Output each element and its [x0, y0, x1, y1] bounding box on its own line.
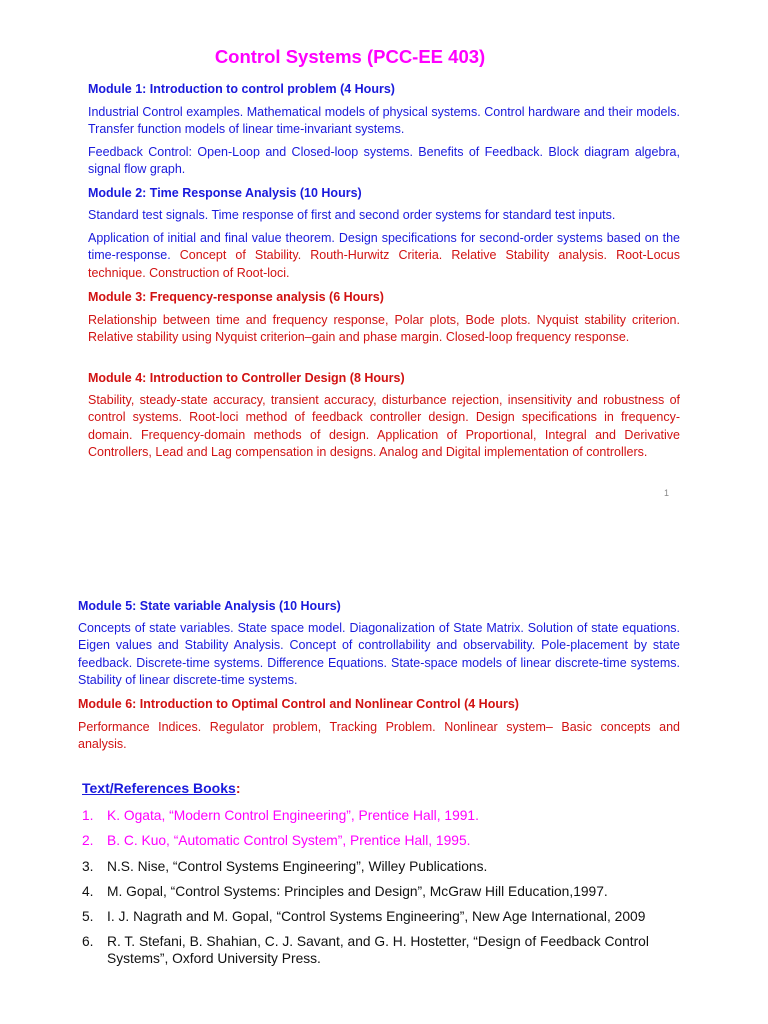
- module-2-heading: Module 2: Time Response Analysis (10 Hours): [88, 186, 362, 200]
- references-colon: :: [235, 780, 241, 796]
- reference-item: [82, 858, 692, 875]
- reference-text: I. J. Nagrath and M. Gopal, “Control Systems Engineering”, New Age International, 2009: [107, 909, 646, 925]
- references-title: Text/References Books: [82, 780, 236, 796]
- module-2-text: Application of initial and final value theorem. Design specifications for second-order systems based on the time-response.: [88, 231, 680, 263]
- module-1-text: Industrial Control examples. Mathematical models of physical systems. Control hardware and their models. Transfer function models of linear time-invariant systems.: [88, 105, 680, 137]
- module-5-heading: Module 5: State variable Analysis (10 Hours): [78, 599, 341, 613]
- reference-number: 6.: [82, 934, 94, 950]
- reference-number: 1.: [82, 808, 94, 823]
- module-3-paragraph-1: [88, 312, 680, 347]
- reference-number: 4.: [82, 883, 94, 899]
- module-6-text: Performance Indices. Regulator problem, Tracking Problem. Nonlinear system– Basic concepts and analysis.: [78, 720, 680, 752]
- module-6-paragraph-1: [78, 719, 680, 754]
- module-2-text: Concept of Stability. Routh-Hurwitz Criteria. Relative Stability analysis. Root-Locus technique. Construction of Root-loci.: [88, 248, 680, 280]
- reference-text: N.S. Nise, “Control Systems Engineering”, Willey Publications.: [107, 858, 488, 874]
- module-4-paragraph-1: [88, 392, 680, 461]
- reference-number: 2.: [82, 833, 94, 849]
- reference-text: R. T. Stefani, B. Shahian, C. J. Savant, and G. H. Hostetter, “Design of Feedback Control Systems”, Oxford University Press.: [107, 934, 649, 967]
- module-2-text: Standard test signals. Time response of first and second order systems for standard test inputs.: [88, 208, 616, 222]
- page-title: Control Systems (PCC-EE 403): [214, 46, 486, 67]
- module-1-text: Feedback Control: Open-Loop and Closed-loop systems. Benefits of Feedback. Block diagram algebra, signal flow graph.: [88, 145, 680, 177]
- references-heading: [82, 780, 240, 796]
- module-1-paragraph-1: [88, 104, 680, 139]
- module-2-paragraph-1: [88, 207, 680, 224]
- module-4-heading: Module 4: Introduction to Controller Design (8 Hours): [88, 371, 405, 385]
- reference-item: [82, 807, 692, 824]
- reference-list: [82, 807, 692, 976]
- module-4-text: Stability, steady-state accuracy, transient accuracy, disturbance rejection, insensitivity and robustness of control systems. Root-loci method of feedback controller design. Design specifications in frequency-domain. Frequency-domain methods of design. Application of Proportional, Integral and Derivative Controllers, Lead and Lag compensation in designs. Analog and Digital implementation of controllers.: [88, 393, 680, 459]
- module-1-paragraph-2: [88, 144, 680, 179]
- reference-item: [82, 832, 692, 849]
- reference-text: B. C. Kuo, “Automatic Control System”, Prentice Hall, 1995.: [107, 833, 471, 849]
- module-3-text: Relationship between time and frequency response, Polar plots, Bode plots. Nyquist stability criterion. Relative stability using Nyquist criterion–gain and phase margin. Closed-loop frequency response.: [88, 313, 680, 345]
- reference-text: M. Gopal, “Control Systems: Principles and Design”, McGraw Hill Education,1997.: [107, 883, 608, 899]
- reference-item: [82, 908, 692, 925]
- reference-text: K. Ogata, “Modern Control Engineering”, Prentice Hall, 1991.: [107, 808, 479, 823]
- module-1-heading: Module 1: Introduction to control problem (4 Hours): [88, 82, 395, 96]
- module-2-paragraph-2: [88, 230, 680, 282]
- reference-number: 3.: [82, 858, 94, 874]
- reference-item: [82, 933, 692, 967]
- reference-item: [82, 883, 692, 900]
- module-6-heading: Module 6: Introduction to Optimal Control and Nonlinear Control (4 Hours): [78, 697, 519, 711]
- module-5-text: Concepts of state variables. State space model. Diagonalization of State Matrix. Solution of state equations. Eigen values and Stability Analysis. Concept of controllability and observability. Pole-placement by state feedback. Discrete-time systems. Difference Equations. State-space models of linear discrete-time systems. Stability of linear discrete-time systems.: [78, 621, 680, 687]
- module-5-paragraph-1: [78, 620, 680, 689]
- page-number: 1: [664, 488, 670, 498]
- module-3-heading: Module 3: Frequency-response analysis (6 Hours): [88, 290, 384, 304]
- reference-number: 5.: [82, 909, 94, 925]
